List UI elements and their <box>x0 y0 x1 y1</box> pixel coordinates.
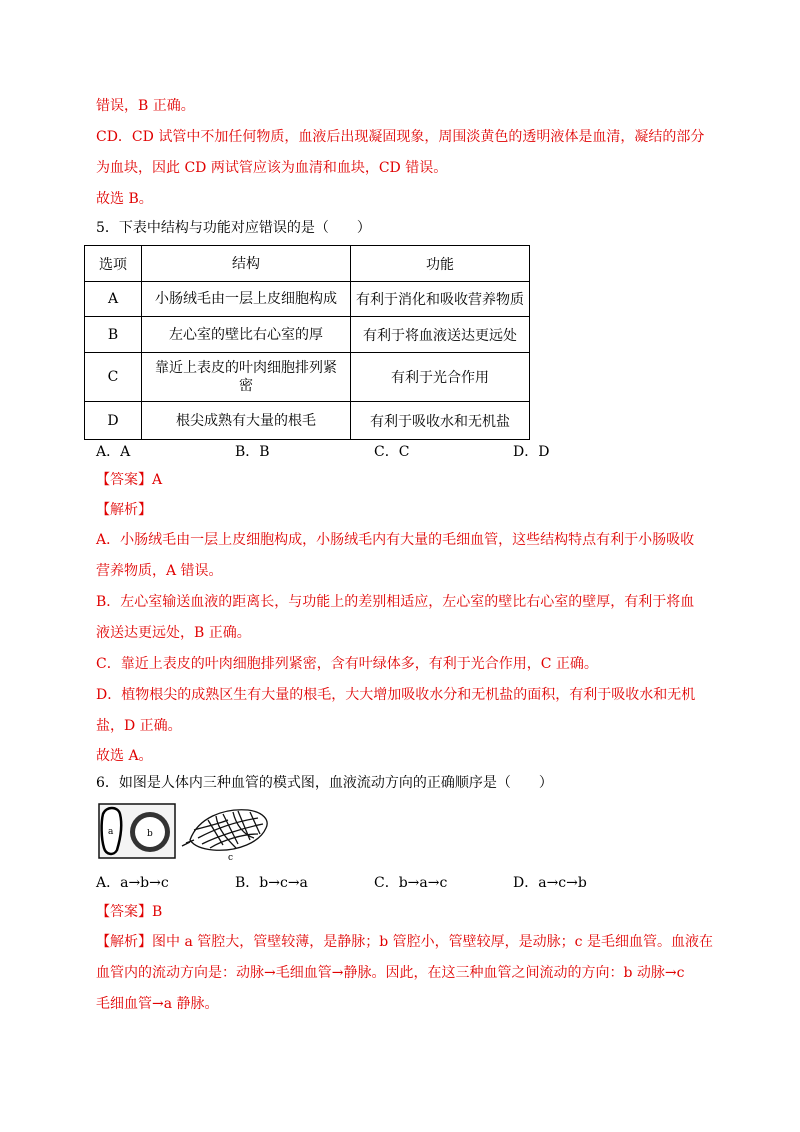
header-function: 功能 <box>351 246 530 282</box>
row-structure-line: 密 <box>239 378 253 394</box>
prev-explanation-line: CD．CD 试管中不加任何物质，血液后出现凝固现象，周围淡黄色的透明液体是血清，凝结的部分 <box>96 129 705 145</box>
table-row <box>85 282 530 317</box>
header-option: 选项 <box>85 246 142 282</box>
label-b: b <box>147 829 153 839</box>
table-row <box>85 317 530 353</box>
row-option: A <box>85 282 142 317</box>
analysis-line: 营养物质，A 错误。 <box>96 563 223 579</box>
analysis-line: B．左心室输送血液的距离长，与功能上的差别相适应，左心室的壁比右心室的壁厚，有利于将血 <box>96 594 695 610</box>
option-d: D．D <box>513 444 550 460</box>
header-structure: 结构 <box>142 246 351 282</box>
analysis-tag: 【解析】 <box>96 502 152 518</box>
analysis-line: 【解析】图中 a 管腔大，管壁较薄，是静脉；b 管腔小，管壁较厚，是动脉；c 是毛细血管。血液在 <box>96 934 713 950</box>
row-function: 有利于消化和吸收营养物质 <box>351 282 530 317</box>
blood-vessels-diagram <box>98 800 288 862</box>
option-c: C．b→a→c <box>374 875 448 891</box>
option-a: A．a→b→c <box>96 875 169 891</box>
row-structure: 左心室的壁比右心室的厚 <box>142 317 351 353</box>
prev-conclusion: 故选 B。 <box>96 191 153 207</box>
row-option: D <box>85 402 142 440</box>
blood-vessels-figure <box>98 800 288 866</box>
row-structure: 根尖成熟有大量的根毛 <box>142 402 351 440</box>
label-c: c <box>228 853 234 862</box>
question-6-options <box>96 872 656 892</box>
analysis-line: 毛细血管→a 静脉。 <box>96 996 219 1012</box>
row-function: 有利于将血液送达更远处 <box>351 317 530 353</box>
option-d: D．a→c→b <box>513 875 587 891</box>
capillary-c-network <box>182 810 267 851</box>
question-5-options <box>96 441 656 461</box>
row-structure <box>142 353 351 402</box>
prev-explanation-line: 为血块，因此 CD 两试管应该为血清和血块，CD 错误。 <box>96 160 448 176</box>
row-function: 有利于吸收水和无机盐 <box>351 402 530 440</box>
option-b: B．B <box>235 444 270 460</box>
option-a: A．A <box>96 444 131 460</box>
answer-tag: 【答案】A <box>96 472 163 488</box>
table-header-row <box>85 246 530 282</box>
question-5-stem: 5．下表中结构与功能对应错误的是（ ） <box>96 220 371 236</box>
answer-tag: 【答案】B <box>96 904 163 920</box>
prev-explanation-line: 错误，B 正确。 <box>96 98 195 114</box>
option-b: B．b→c→a <box>235 875 308 891</box>
analysis-line: D．植物根尖的成熟区生有大量的根毛，大大增加吸收水分和无机盐的面积，有利于吸收水和无机 <box>96 687 696 703</box>
analysis-line: 血管内的流动方向是：动脉→毛细血管→静脉。因此，在这三种血管之间流动的方向：b 动脉→c <box>96 965 685 981</box>
option-c: C．C <box>374 444 410 460</box>
analysis-line: A．小肠绒毛由一层上皮细胞构成，小肠绒毛内有大量的毛细血管，这些结构特点有利于小肠吸收 <box>96 532 695 548</box>
analysis-line: 盐，D 正确。 <box>96 718 182 734</box>
question-5-table <box>84 245 530 440</box>
row-function: 有利于光合作用 <box>351 353 530 402</box>
table-row <box>85 353 530 402</box>
analysis-line: C．靠近上表皮的叶肉细胞排列紧密，含有叶绿体多，有利于光合作用，C 正确。 <box>96 656 598 672</box>
row-structure: 小肠绒毛由一层上皮细胞构成 <box>142 282 351 317</box>
label-a: a <box>108 827 114 837</box>
row-option: B <box>85 317 142 353</box>
analysis-line: 液送达更远处，B 正确。 <box>96 625 251 641</box>
analysis-conclusion: 故选 A。 <box>96 748 153 764</box>
row-structure-line: 靠近上表皮的叶肉细胞排列紧 <box>155 360 337 376</box>
table-row <box>85 402 530 440</box>
question-6-stem: 6．如图是人体内三种血管的模式图，血液流动方向的正确顺序是（ ） <box>96 775 553 791</box>
row-option: C <box>85 353 142 402</box>
